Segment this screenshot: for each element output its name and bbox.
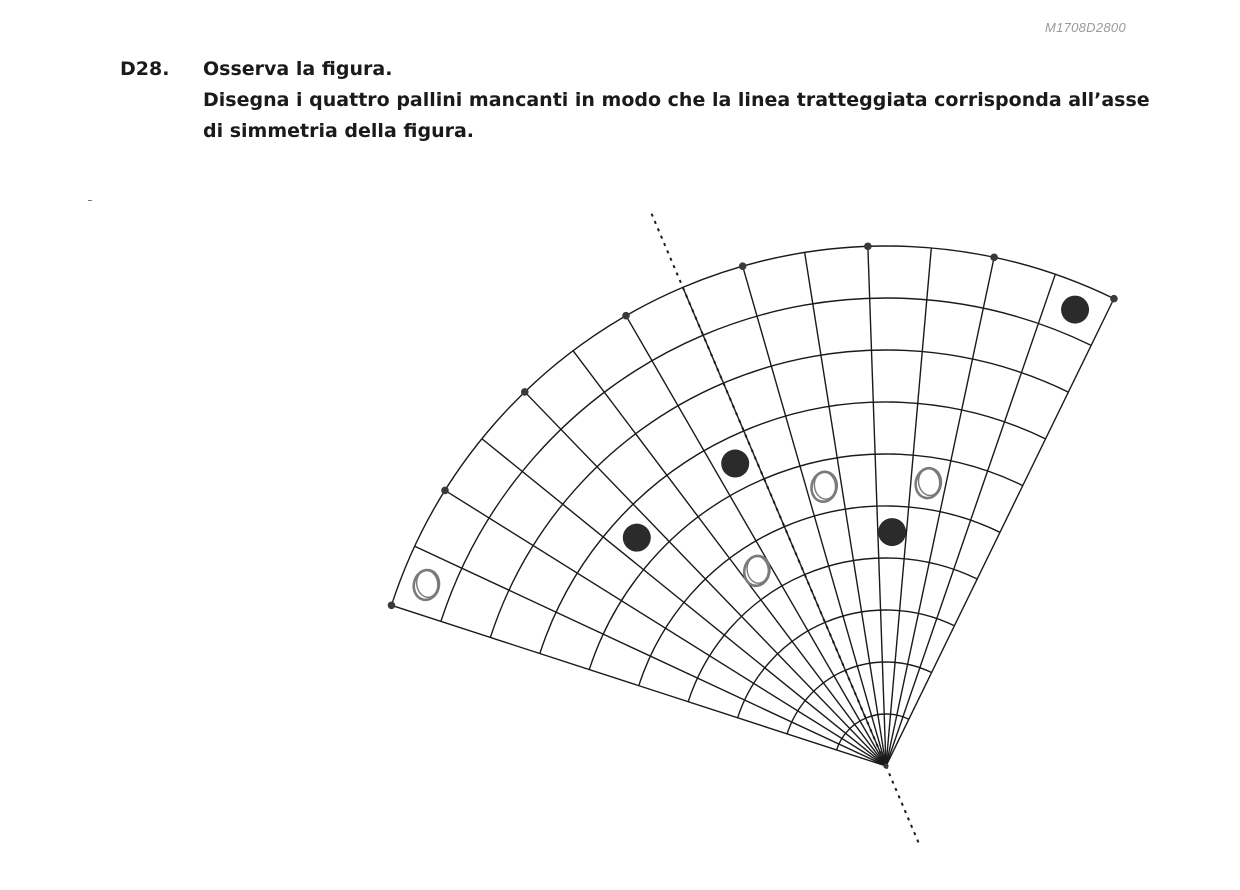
radial-end-dot [990, 254, 998, 262]
question-line-1: Osserva la figura. [203, 58, 393, 80]
grid-radial-line [445, 490, 886, 766]
page-code: M1708D2800 [1044, 20, 1126, 35]
grid-radial-line [886, 274, 1055, 766]
radial-end-dot [1110, 295, 1118, 303]
filled-dot [1061, 296, 1089, 324]
radial-end-dot [441, 487, 449, 495]
radial-end-dot [521, 388, 529, 396]
radial-end-dot [864, 243, 872, 251]
filled-dot [623, 524, 651, 552]
grid-radial-line [626, 316, 886, 766]
radial-end-dot [622, 312, 630, 320]
question-number: D28. [120, 58, 170, 80]
question-line-3: di simmetria della figura. [203, 120, 475, 142]
grid-radial-line [482, 439, 886, 766]
filled-dot [721, 450, 749, 478]
apex-dot [883, 763, 888, 768]
grid-radial-line [886, 257, 994, 766]
question-line-2: Disegna i quattro pallini mancanti in modo che la linea tratteggiata corrisponda all’asse [203, 89, 1150, 111]
grid-radial-line [573, 351, 886, 766]
filled-dot [878, 518, 906, 546]
radial-end-dot [388, 602, 396, 610]
radial-end-dot [739, 262, 747, 270]
grid-radial-line [415, 546, 886, 766]
